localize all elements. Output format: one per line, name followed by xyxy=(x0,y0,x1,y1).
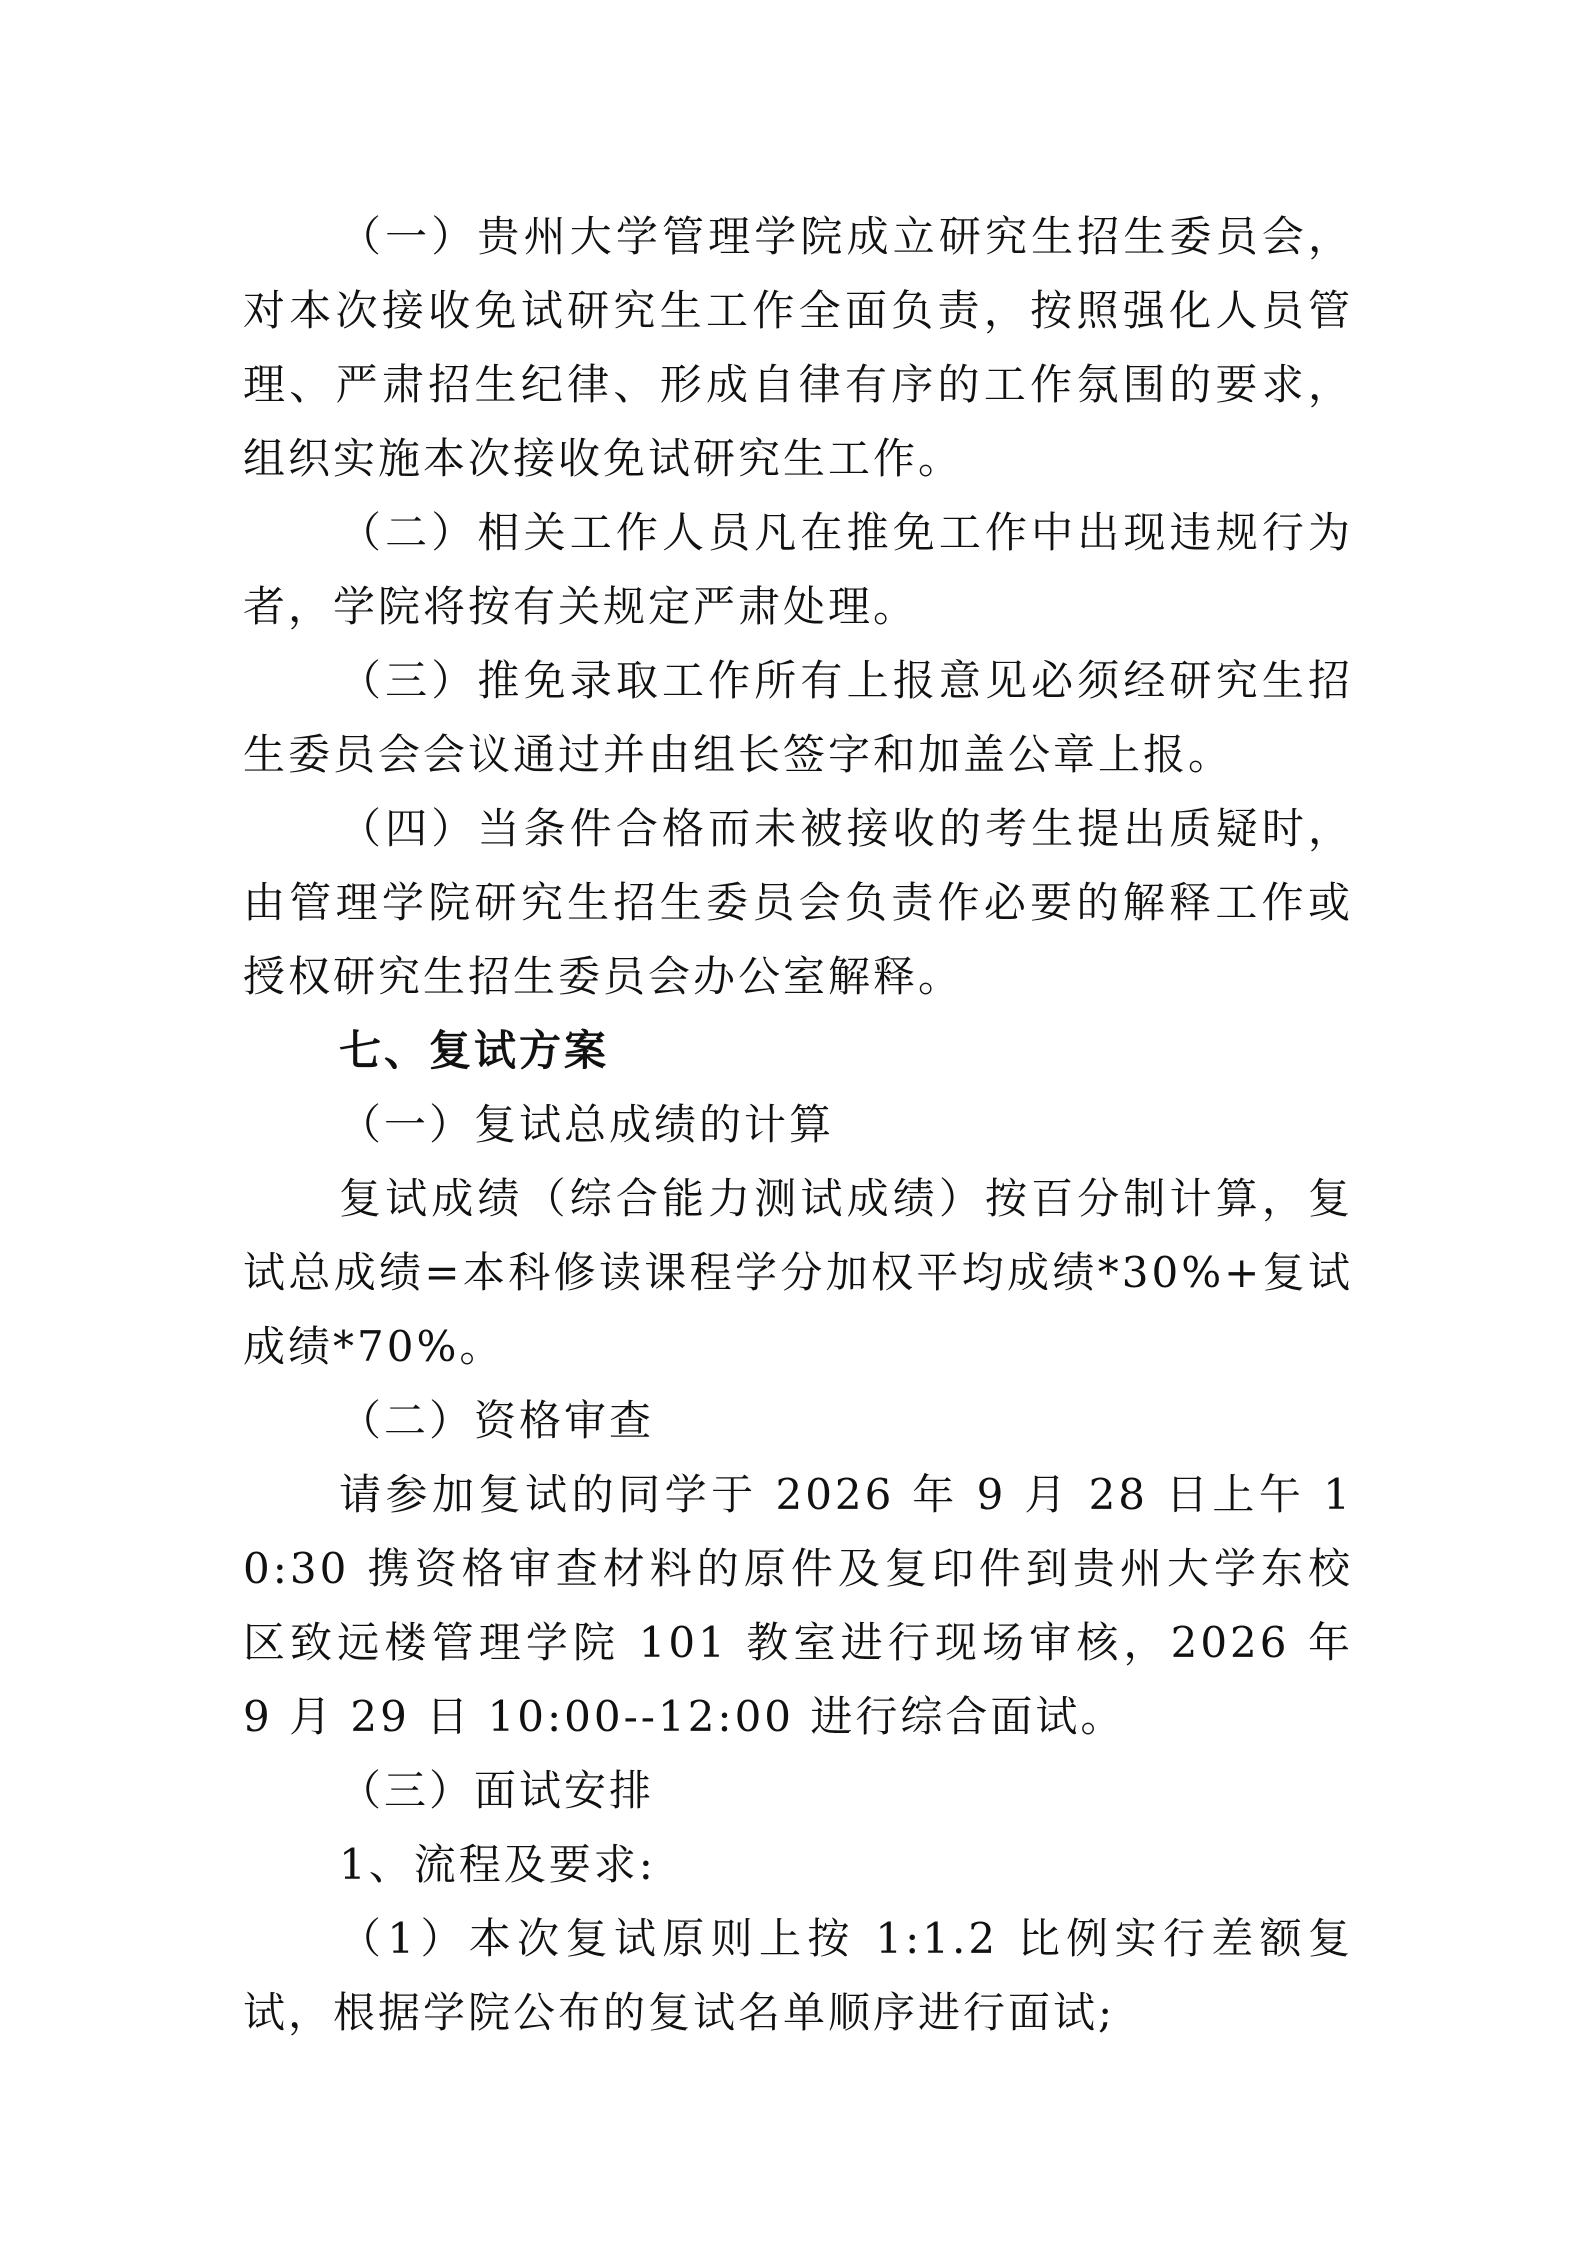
paragraph-interview-ratio: （1）本次复试原则上按 1:1.2 比例实行差额复试，根据学院公布的复试名单顺序进行面试; xyxy=(243,1914,1353,2037)
paragraph-appeal-explanation: （四）当条件合格而未被接收的考生提出质疑时，由管理学院研究生招生委员会负责作必要的解释工作或授权研究生招生委员会办公室解释。 xyxy=(243,804,1353,1001)
section-heading-retest-plan: 七、复试方案 xyxy=(339,1026,610,1075)
paragraph-admissions-committee: （一）贵州大学管理学院成立研究生招生委员会，对本次接收免试研究生工作全面负责，按照强化人员管理、严肃招生纪律、形成自律有序的工作氛围的要求，组织实施本次接收免试研究生工作。 xyxy=(243,212,1353,483)
subheading-interview-arrangement: （三）面试安排 xyxy=(339,1766,655,1815)
paragraph-violation-handling: （二）相关工作人员凡在推免工作中出现违规行为者，学院将按有关规定严肃处理。 xyxy=(243,508,1353,631)
paragraph-approval-procedure: （三）推免录取工作所有上报意见必须经研究生招生委员会会议通过并由组长签字和加盖公章上报。 xyxy=(243,656,1353,779)
subheading-score-calculation: （一）复试总成绩的计算 xyxy=(339,1100,835,1149)
paragraph-review-schedule: 请参加复试的同学于 2026 年 9 月 28 日上午 10:30 携资格审查材料的原件及复印件到贵州大学东校区致远楼管理学院 101 教室进行现场审核，2026 年 9 月 29 日 10:00--12:00 进行综合面试。 xyxy=(243,1470,1353,1741)
subheading-qualification-review: （二）资格审查 xyxy=(339,1396,655,1445)
paragraph-score-formula: 复试成绩（综合能力测试成绩）按百分制计算，复试总成绩=本科修读课程学分加权平均成绩*30%+复试成绩*70%。 xyxy=(243,1174,1353,1371)
document-body xyxy=(243,200,1353,2050)
subheading-process-requirements: 1、流程及要求: xyxy=(339,1840,656,1889)
